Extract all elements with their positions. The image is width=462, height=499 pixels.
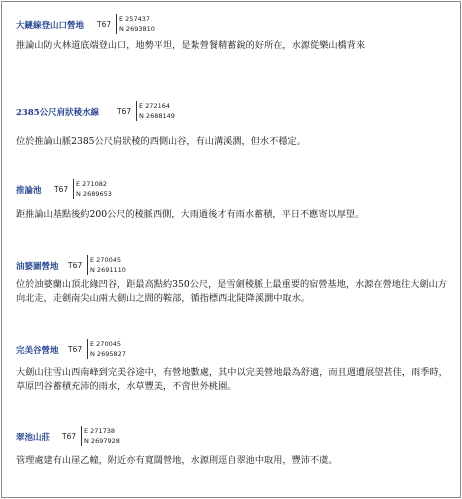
northing-value: N 2695827 bbox=[90, 350, 126, 358]
campsite-entry bbox=[16, 422, 452, 466]
easting-value: E 271082 bbox=[76, 180, 107, 188]
campsite-description: 大劍山往雪山西南峰到完美谷途中，有營地數處，其中以完美營地最為舒適，而且週遭展望甚佳，雨季時，草原凹谷蓄積充沛的雨水，水草豐美，不啻世外桃園。 bbox=[16, 367, 448, 392]
northing-value: N 2688149 bbox=[139, 112, 175, 120]
campsite-entry bbox=[16, 251, 452, 304]
datum-label: T67 bbox=[97, 20, 112, 29]
document-frame bbox=[1, 1, 461, 498]
entry-header bbox=[16, 251, 452, 279]
northing-value: N 2689653 bbox=[76, 190, 112, 198]
campsite-description: 管理處建有山崖乙幢，附近亦有寬闊營地，水源則逕自翠池中取用，豐沛不虞。 bbox=[16, 455, 338, 466]
entry-header bbox=[16, 335, 452, 363]
campsite-title: 完美谷營地 bbox=[16, 346, 59, 356]
northing-value: N 2691110 bbox=[90, 266, 126, 274]
easting-value: E 270045 bbox=[90, 340, 121, 348]
campsite-description: 位於推論山脈2385公尺肩狀稜的西側山谷，有山溝溪澗，但水不穩定。 bbox=[16, 136, 306, 147]
entry-header bbox=[16, 97, 452, 125]
campsite-title: 大鏈線登山口營地 bbox=[16, 21, 85, 31]
entry-header bbox=[16, 175, 452, 203]
easting-value: E 271738 bbox=[84, 427, 115, 435]
datum-label: T67 bbox=[68, 345, 83, 354]
campsite-description: 距推論山基點後約200公尺的稜脈西側，大雨過後才有雨水蓄積，平日不應寄以厚望。 bbox=[16, 209, 365, 220]
datum-label: T67 bbox=[62, 432, 77, 441]
easting-value: E 272164 bbox=[139, 102, 170, 110]
entry-header bbox=[16, 422, 452, 450]
campsite-description: 推論山防火林道底端登山口，地勢平坦，是紮營餐精蓄銳的好所在，水源從樂山橋背來 bbox=[16, 40, 366, 51]
campsite-title: 推論池 bbox=[16, 186, 42, 196]
datum-label: T67 bbox=[117, 107, 132, 116]
campsite-description: 位於油婆蘭山頂北緣凹谷，距最高點約350公尺，是雪劍稜脈上最重要的宿營基地，水源在營地往大劍山方向北走，走劍南尖山兩大劍山之間的鞍部，循指標西北陡降溪澗中取水。 bbox=[16, 279, 447, 304]
campsite-entry bbox=[16, 175, 452, 220]
campsite-entry bbox=[16, 335, 452, 392]
northing-value: N 2697928 bbox=[84, 437, 120, 445]
northing-value: N 2693810 bbox=[119, 25, 155, 33]
datum-label: T67 bbox=[54, 185, 69, 194]
campsite-title: 油婆圖營地 bbox=[16, 262, 59, 272]
easting-value: E 257437 bbox=[119, 15, 150, 23]
datum-label: T67 bbox=[68, 261, 83, 270]
campsite-title: 翠池山莊 bbox=[16, 433, 51, 443]
easting-value: E 270045 bbox=[90, 256, 121, 264]
campsite-entry bbox=[16, 97, 452, 147]
campsite-title: 2385公尺肩狀稜水線 bbox=[16, 108, 100, 118]
campsite-entry bbox=[16, 10, 452, 51]
entry-header bbox=[16, 10, 452, 38]
